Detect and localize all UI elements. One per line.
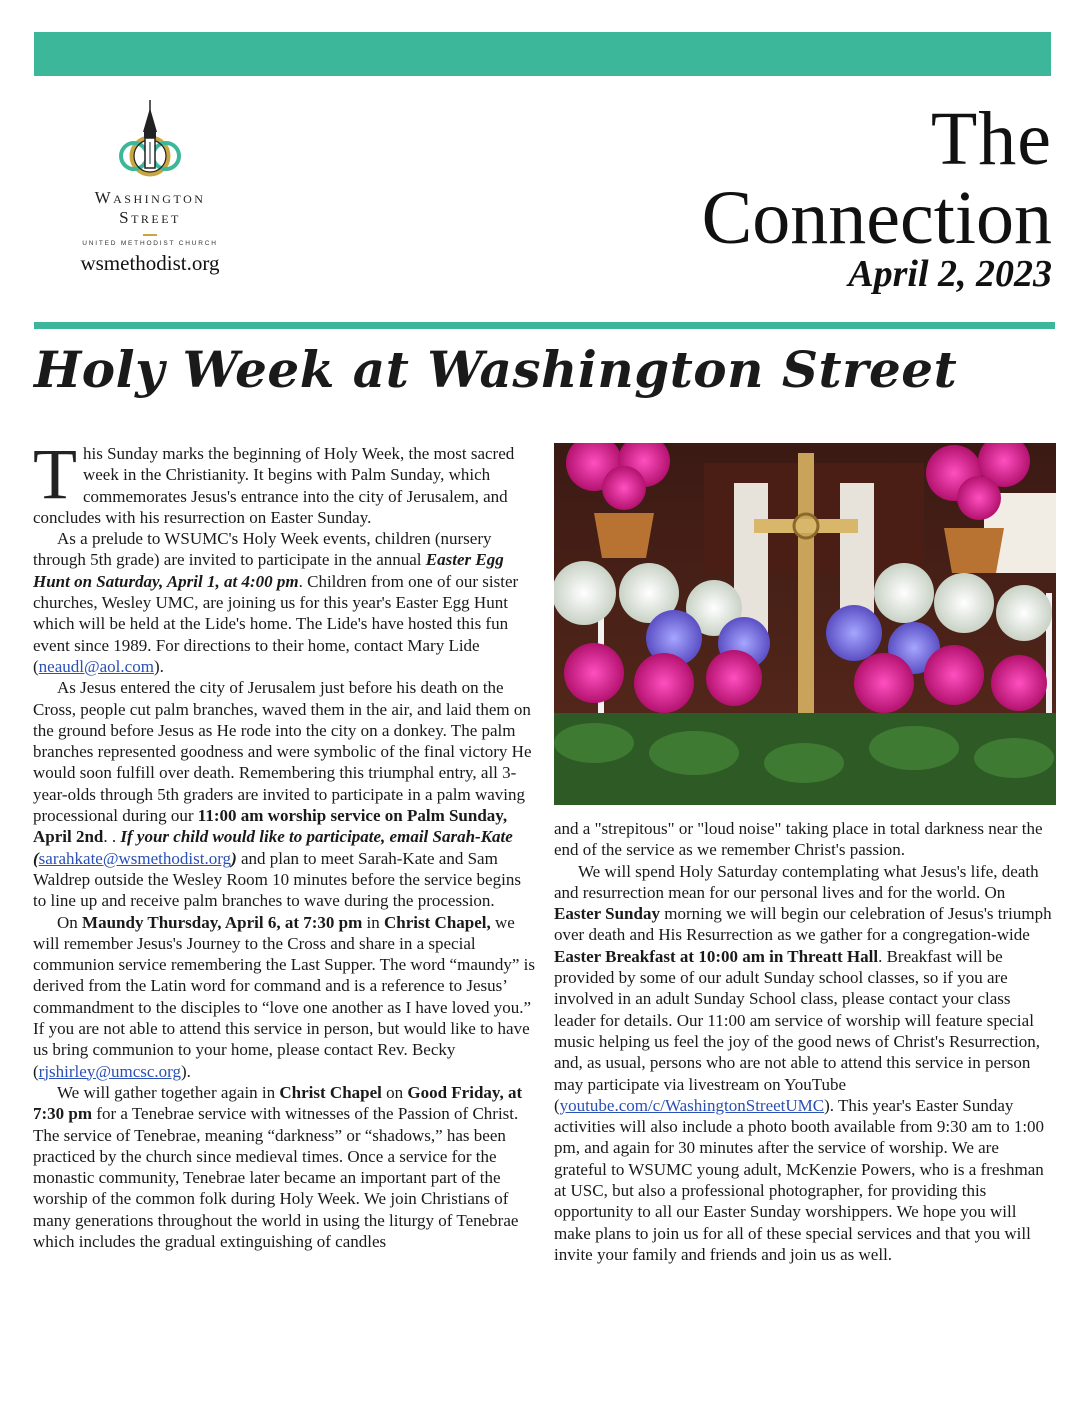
paragraph-egg-hunt: As a prelude to WSUMC's Holy Week events, children (nursery through 5th grade) are invited to participate in the annual Easter Egg Hunt on Saturday, April 1, at 4:00 pm. Children from one of our sister churches, Wesley UMC, are joining us for this year's Easter Egg Hunt which will be held at the Lide's home. The Lide's have hosted this fun event since 1989. For directions to their home, contact Mary Lide (neaudl@aol.com). xyxy=(33,529,519,676)
paragraph-palm-sunday: As Jesus entered the city of Jerusalem just before his death on the Cross, people cut palm branches, waved them in the air, and laid them on the ground before Jesus as He rode into the city on a donkey. The palm branches represented goodness and were symbolic of the final victory He would soon fulfill over death. Remembering this triumphal entry, all 3-year-olds through 5th graders are invited to participate in a palm waving processional during our 11:00 am worship service on Palm Sunday, April 2nd. . If your child would like to participate, email Sarah-Kate (sarahkate@wsmethodist.org) and plan to meet Sarah-Kate and Sam Waldrep outside the Wesley Room 10 minutes before the service begins to line up and receive palm branches to wave during the procession. xyxy=(33,678,532,911)
website-url[interactable]: wsmethodist.org xyxy=(80,251,220,275)
masthead-title-line1: The xyxy=(930,97,1052,181)
issue-date: April 2, 2023 xyxy=(848,253,1052,295)
paragraph-maundy-thursday: On Maundy Thursday, April 6, at 7:30 pm in Christ Chapel, we will remember Jesus's Journey to the Cross and share in a special communion service remembering the Last Supper. The word “maundy” is derived from the Latin word for command and is a reference to Jesus’ commandment to the disciples to “love one another as I have loved you.” If you are not able to attend this service in person, but would like to have us bring communion to your home, please contact Rev. Becky (rjshirley@umcsc.org). xyxy=(33,912,535,1081)
youtube-link[interactable]: youtube.com/c/WashingtonStreetUMC xyxy=(559,1095,825,1115)
paragraph-intro: This Sunday marks the beginning of Holy Week, the most sacred week in the Christianity. It begins with Palm Sunday, which commemorates Jesus's entrance into the city of Jerusalem, and concludes with his resurrection on Easter Sunday. xyxy=(33,434,515,527)
steeple-cross-icon xyxy=(105,98,195,188)
header-divider xyxy=(34,322,1055,329)
logo-name-line2: Street xyxy=(119,208,181,227)
top-accent-bar xyxy=(34,32,1051,76)
church-logo xyxy=(50,98,250,276)
article-column-right xyxy=(554,818,1054,1265)
masthead-title-line2: Connection xyxy=(701,176,1052,260)
paragraph-good-friday-continued: and a "strepitous" or "loud noise" taking place in total darkness near the end of the service as we remember Christ's passion. xyxy=(554,819,1043,860)
altar-cross-hydrangeas-photo xyxy=(554,443,1056,805)
article-column-left xyxy=(33,434,535,1252)
email-link-rev-becky[interactable]: rjshirley@umcsc.org xyxy=(38,1061,182,1081)
logo-name-line1: Washington xyxy=(94,188,206,207)
logo-divider xyxy=(143,234,157,236)
paragraph-good-friday: We will gather together again in Christ Chapel on Good Friday, at 7:30 pm for a Tenebrae service with witnesses of the Passion of Christ. The service of Tenebrae, meaning “darkness” or “shadows,” has been practiced by the church since medieval times. Once a service for the monastic community, Tenebrae later became an important part of the worship of the common folk during Holy Week. We join Christians of many generations throughout the world in using the liturgy of Tenebrae which includes the gradual extinguishing of candles xyxy=(33,1082,523,1251)
paragraph-easter: We will spend Holy Saturday contemplating what Jesus's life, death and resurrection mean for our personal lives and for the world. On Easter Sunday morning we will begin our celebration of Jesus's triumph over death and His Resurrection as we gather for a congregation-wide Easter Breakfast at 10:00 am in Threatt Hall. Breakfast will be provided by some of our adult Sunday school classes, so if you are involved in an adult Sunday School class, please contact your class leader for details. Our 11:00 am service of worship will feature special music helping us feel the joy of the good news of Christ's Resurrection, and, as usual, persons who are not able to attend this service in person may participate via livestream on YouTube (youtube.com/c/WashingtonStreetUMC). This year's Easter Sunday activities will also include a photo booth available from 9:30 am to 1:00 pm, and again for 30 minutes after the service of worship. We are grateful to WSUMC young adult, McKenzie Powers, who is a freshman at USC, but also a professional photographer, for providing this opportunity to all our Easter Sunday worshippers. We hope you will make plans to join us for all of these special services and that you will invite your family and friends and join us as well. xyxy=(554,861,1052,1264)
altar-photo-illustration xyxy=(554,443,1056,805)
drop-cap: T xyxy=(33,434,77,514)
article-headline: Holy Week at Washington Street xyxy=(34,340,958,399)
masthead xyxy=(701,97,1052,295)
email-link-sarah-kate[interactable]: sarahkate@wsmethodist.org xyxy=(38,848,232,868)
email-link-mary-lide[interactable]: neaudl@aol.com xyxy=(38,656,154,676)
logo-subtitle: UNITED METHODIST CHURCH xyxy=(82,240,218,247)
